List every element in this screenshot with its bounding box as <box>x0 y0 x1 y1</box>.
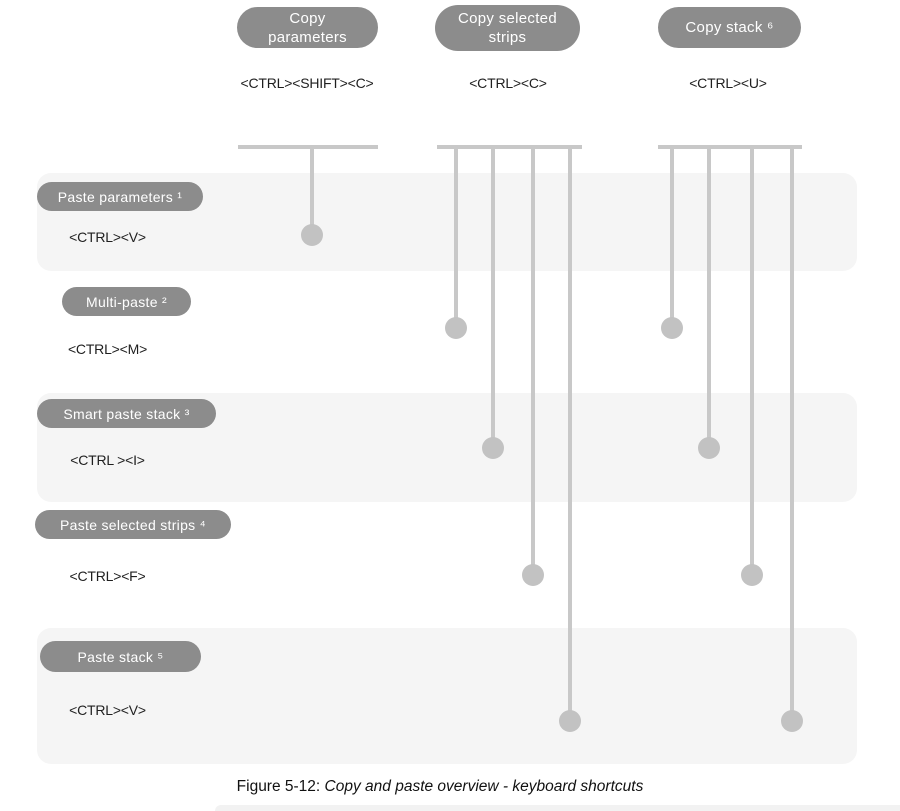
paste-selected-strips-pill: Paste selected strips ⁴ <box>35 510 231 539</box>
multi-paste-pill: Multi-paste ² <box>62 287 191 316</box>
multi-paste-shortcut: <CTRL><M> <box>67 341 148 357</box>
paste-parameters-pill: Paste parameters ¹ <box>37 182 203 211</box>
figure-caption-prefix: Figure 5-12: <box>236 778 325 795</box>
connector-line-copy-selected-strips-to-multi-paste <box>454 145 458 328</box>
copy-selected-strips-pill: Copy selected strips <box>435 5 580 51</box>
connector-line-copy-stack-to-smart-paste-stack <box>707 145 711 448</box>
smart-paste-stack-pill: Smart paste stack ³ <box>37 399 216 428</box>
connector-node-copy-selected-strips-to-paste-stack <box>559 710 581 732</box>
connector-line-copy-selected-strips-to-paste-stack <box>568 145 572 721</box>
connector-bar-copy-parameters <box>238 145 378 149</box>
connector-node-copy-selected-strips-to-paste-selected-strips <box>522 564 544 586</box>
connector-node-copy-selected-strips-to-smart-paste-stack <box>482 437 504 459</box>
connector-bar-copy-selected-strips <box>437 145 582 149</box>
smart-paste-stack-shortcut: <CTRL ><I> <box>70 452 145 468</box>
connector-node-copy-selected-strips-to-multi-paste <box>445 317 467 339</box>
copy-stack-shortcut: <CTRL><U> <box>689 75 767 91</box>
connector-node-copy-parameters-to-paste-parameters <box>301 224 323 246</box>
connector-node-copy-stack-to-smart-paste-stack <box>698 437 720 459</box>
connector-line-copy-stack-to-paste-stack <box>790 145 794 721</box>
connector-line-copy-stack-to-multi-paste <box>670 145 674 328</box>
connector-line-copy-parameters-to-paste-parameters <box>310 145 314 235</box>
copy-stack-pill: Copy stack ⁶ <box>658 7 801 48</box>
figure-caption-text: Copy and paste overview - keyboard shortcuts <box>324 778 644 795</box>
figure-caption <box>0 778 880 796</box>
connector-node-copy-stack-to-multi-paste <box>661 317 683 339</box>
copy-parameters-shortcut: <CTRL><SHIFT><C> <box>240 75 374 91</box>
connector-bar-copy-stack <box>658 145 802 149</box>
connector-node-copy-stack-to-paste-selected-strips <box>741 564 763 586</box>
connector-line-copy-stack-to-paste-selected-strips <box>750 145 754 575</box>
paste-selected-strips-shortcut: <CTRL><F> <box>69 568 146 584</box>
paste-parameters-shortcut: <CTRL><V> <box>69 229 146 245</box>
paste-stack-shortcut: <CTRL><V> <box>69 702 146 718</box>
paste-stack-pill: Paste stack ⁵ <box>40 641 201 672</box>
copy-selected-strips-shortcut: <CTRL><C> <box>469 75 547 91</box>
connector-line-copy-selected-strips-to-paste-selected-strips <box>531 145 535 575</box>
copy-parameters-pill: Copy parameters <box>237 7 378 48</box>
connector-line-copy-selected-strips-to-smart-paste-stack <box>491 145 495 448</box>
connector-node-copy-stack-to-paste-stack <box>781 710 803 732</box>
